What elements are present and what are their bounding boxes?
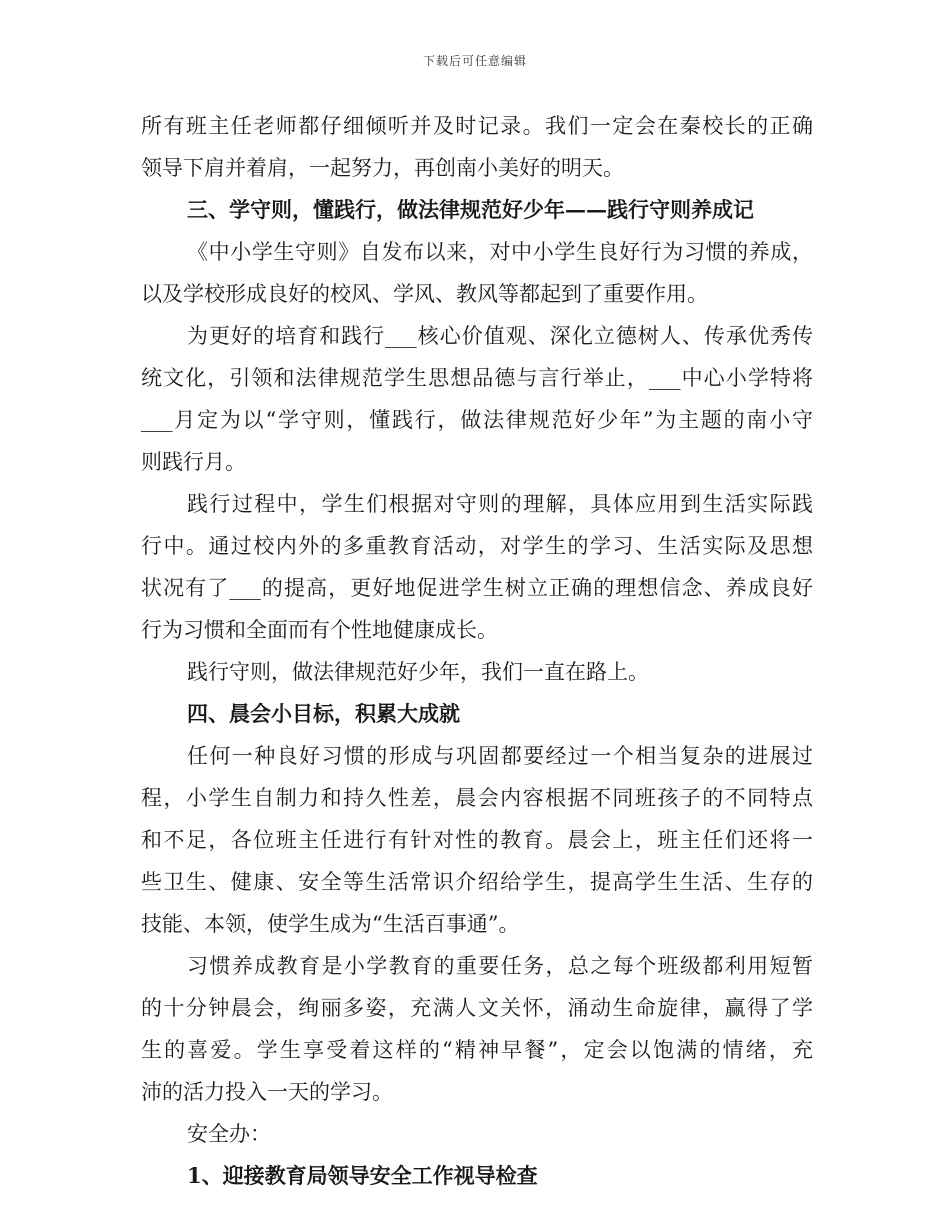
paragraph-line: 所有班主任老师都仔细倾听并及时记录。我们一定会在秦校长的正确 — [141, 114, 813, 138]
paragraph-line: 技能、本领，使学生成为“生活百事通”。 — [141, 912, 520, 936]
paragraph-line: 以及学校形成良好的校风、学风、教风等都起到了重要作用。 — [141, 282, 708, 306]
paragraph-line: 程，小学生自制力和持久性差，晨会内容根据不同班孩子的不同特点 — [141, 786, 813, 810]
paragraph-line: 任何一种良好习惯的形成与巩固都要经过一个相当复杂的进展过 — [187, 744, 813, 768]
paragraph-line: 则践行月。 — [141, 450, 246, 474]
paragraph-line: 些卫生、健康、安全等生活常识介绍给学生，提高学生生活、生存的 — [141, 870, 813, 894]
paragraph-line: 状况有了___的提高，更好地促进学生树立正确的理想信念、养成良好 — [141, 576, 813, 600]
paragraph-line: 的十分钟晨会，绚丽多姿，充满人文关怀，涌动生命旋律，赢得了学 — [141, 996, 813, 1020]
section-heading: 1、迎接教育局领导安全工作视导检查 — [187, 1163, 538, 1188]
paragraph-line: 《中小学生守则》自发布以来，对中小学生良好行为习惯的养成， — [187, 240, 813, 264]
section-heading: 四、晨会小目标，积累大成就 — [187, 701, 460, 726]
paragraph-line: 行中。通过校内外的多重教育活动，对学生的学习、生活实际及思想 — [141, 534, 813, 558]
paragraph-line: 领导下肩并着肩，一起努力，再创南小美好的明天。 — [141, 156, 624, 180]
paragraph-line: 生的喜爱。学生享受着这样的“精神早餐”，定会以饱满的情绪，充 — [141, 1038, 813, 1062]
paragraph-line: 践行守则，做法律规范好少年，我们一直在路上。 — [187, 660, 649, 684]
section-heading: 三、学守则，懂践行，做法律规范好少年——践行守则养成记 — [187, 197, 754, 222]
paragraph-line: 安全办： — [187, 1122, 271, 1146]
document-body — [141, 105, 813, 1197]
paragraph-line: 践行过程中，学生们根据对守则的理解，具体应用到生活实际践 — [187, 492, 813, 516]
paragraph-line: 和不足，各位班主任进行有针对性的教育。晨会上，班主任们还将一 — [141, 828, 813, 852]
page-header: 下载后可任意编辑 — [422, 54, 527, 68]
paragraph-line: 沛的活力投入一天的学习。 — [141, 1080, 393, 1104]
paragraph-line: 为更好的培育和践行___核心价值观、深化立德树人、传承优秀传 — [187, 324, 813, 348]
paragraph-line: 统文化，引领和法律规范学生思想品德与言行举止，___中心小学特将 — [141, 366, 813, 390]
paragraph-line: 习惯养成教育是小学教育的重要任务，总之每个班级都利用短暂 — [187, 954, 813, 978]
paragraph-line: ___月定为以“学守则，懂践行，做法律规范好少年”为主题的南小守 — [141, 408, 813, 432]
paragraph-line: 行为习惯和全面而有个性地健康成长。 — [141, 618, 498, 642]
